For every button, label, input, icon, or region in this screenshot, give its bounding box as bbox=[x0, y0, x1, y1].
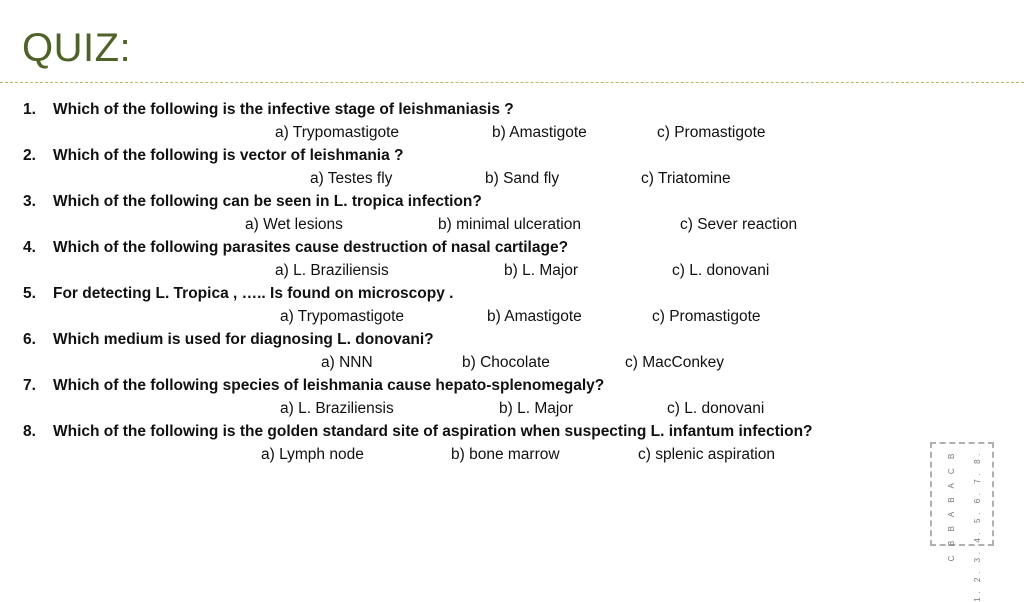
question-7-option-a: a) L. Braziliensis bbox=[280, 400, 394, 417]
question-text: Which of the following species of leishmania cause hepato-splenomegaly? bbox=[53, 377, 605, 394]
question-2 bbox=[23, 147, 404, 165]
page-title: QUIZ: bbox=[22, 26, 132, 70]
question-6-option-c: c) MacConkey bbox=[625, 354, 725, 371]
question-8 bbox=[23, 423, 813, 441]
question-8-option-b: b) bone marrow bbox=[451, 446, 560, 463]
question-2-option-b: b) Sand fly bbox=[485, 170, 560, 187]
answer-key-numbers: 1. 2. 3. 4. 5. 6. 7. 8. bbox=[973, 450, 982, 602]
question-number: 3. bbox=[23, 193, 36, 210]
question-5 bbox=[23, 285, 453, 303]
question-4 bbox=[23, 239, 568, 257]
question-1-option-a: a) Trypomastigote bbox=[275, 124, 400, 141]
question-5-option-a: a) Trypomastigote bbox=[280, 308, 405, 325]
question-1-option-c: c) Promastigote bbox=[657, 124, 766, 141]
title-divider bbox=[0, 82, 1024, 83]
question-6-option-b: b) Chocolate bbox=[462, 354, 550, 371]
question-number: 5. bbox=[23, 285, 36, 302]
question-7-option-b: b) L. Major bbox=[499, 400, 574, 417]
question-3 bbox=[23, 193, 482, 211]
question-6-option-a: a) NNN bbox=[321, 354, 373, 371]
question-number: 7. bbox=[23, 377, 36, 394]
question-8-option-a: a) Lymph node bbox=[261, 446, 364, 463]
question-text: Which of the following is the infective stage of leishmaniasis ? bbox=[53, 101, 514, 118]
question-7 bbox=[23, 377, 604, 395]
question-4-option-c: c) L. donovani bbox=[672, 262, 770, 279]
question-2-option-a: a) Testes fly bbox=[310, 170, 393, 187]
question-number: 1. bbox=[23, 101, 36, 118]
question-4-option-b: b) L. Major bbox=[504, 262, 579, 279]
question-4-option-a: a) L. Braziliensis bbox=[275, 262, 389, 279]
question-2-option-c: c) Triatomine bbox=[641, 170, 731, 187]
question-8-option-c: c) splenic aspiration bbox=[638, 446, 775, 463]
question-text: Which of the following is vector of leishmania ? bbox=[53, 147, 404, 164]
question-5-option-c: c) Promastigote bbox=[652, 308, 761, 325]
question-5-option-b: b) Amastigote bbox=[487, 308, 582, 325]
question-3-option-a: a) Wet lesions bbox=[245, 216, 343, 233]
question-number: 6. bbox=[23, 331, 36, 348]
question-number: 2. bbox=[23, 147, 36, 164]
question-1 bbox=[23, 101, 514, 119]
question-text: Which medium is used for diagnosing L. donovani? bbox=[53, 331, 434, 348]
question-number: 8. bbox=[23, 423, 36, 440]
question-7-option-c: c) L. donovani bbox=[667, 400, 765, 417]
question-3-option-c: c) Sever reaction bbox=[680, 216, 798, 233]
question-text: For detecting L. Tropica , ….. Is found on microscopy . bbox=[53, 285, 454, 302]
question-6 bbox=[23, 331, 434, 349]
answer-key-box bbox=[930, 442, 994, 602]
question-text: Which of the following is the golden standard site of aspiration when suspecting L. infantum infection? bbox=[53, 423, 813, 440]
answer-key-letters: C B B A B A C B bbox=[947, 450, 956, 562]
question-text: Which of the following parasites cause destruction of nasal cartilage? bbox=[53, 239, 569, 256]
question-text: Which of the following can be seen in L. tropica infection? bbox=[53, 193, 482, 210]
question-3-option-b: b) minimal ulceration bbox=[438, 216, 581, 233]
question-1-option-b: b) Amastigote bbox=[492, 124, 587, 141]
question-number: 4. bbox=[23, 239, 36, 256]
